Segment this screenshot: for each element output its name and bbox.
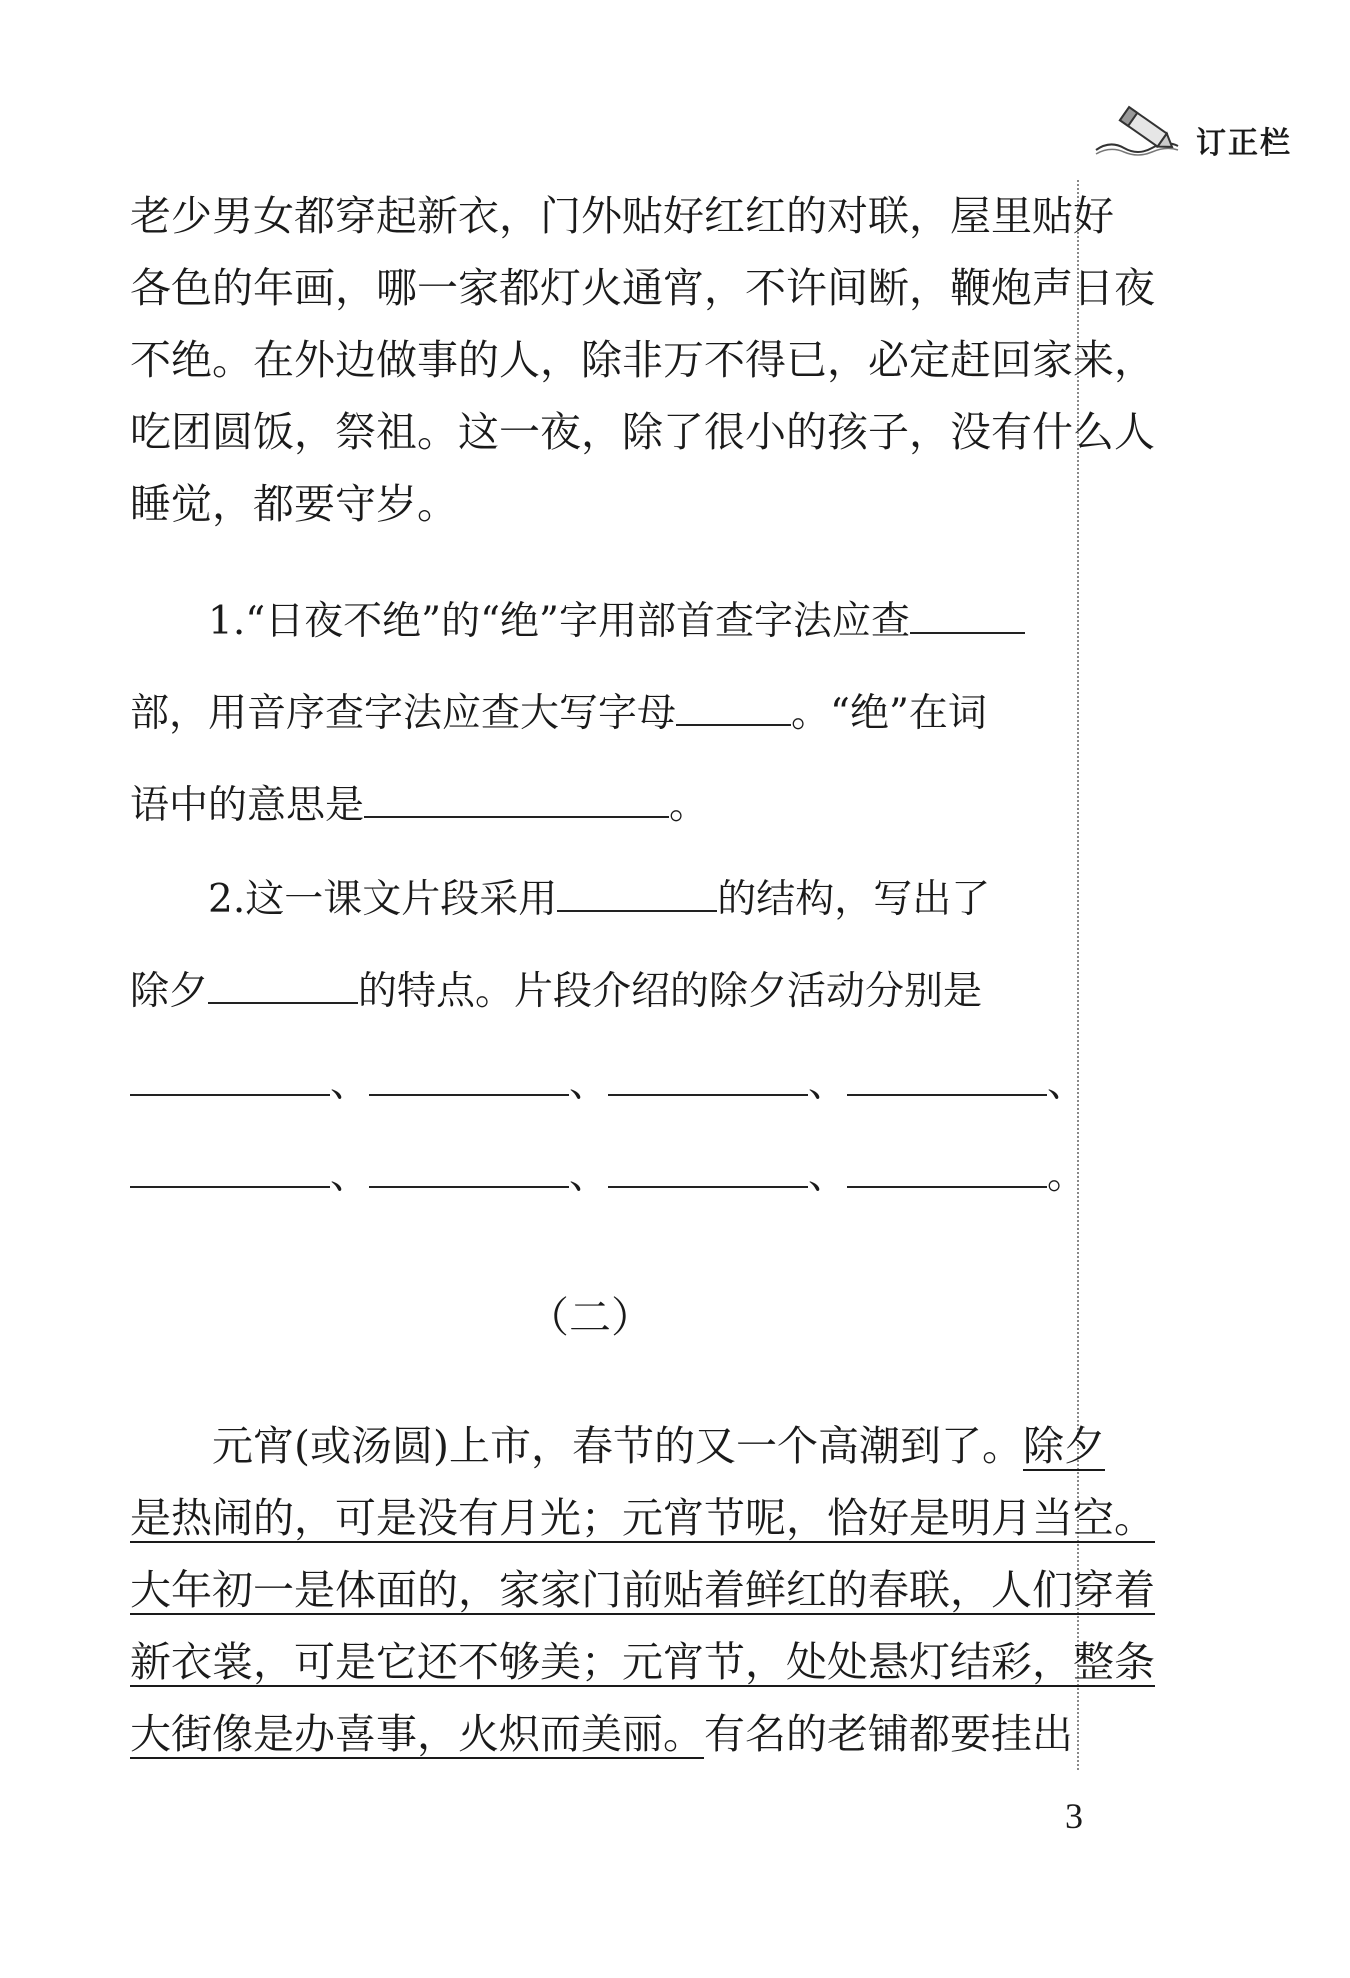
question-text: 1.“日夜不绝”的“绝”字用部首查字法应查 — [208, 599, 910, 644]
answer-blank[interactable] — [369, 1054, 569, 1096]
correction-column-title: 订正栏 — [1196, 126, 1292, 161]
separator: 、 — [569, 1153, 609, 1198]
passage-line: 老少男女都穿起新衣，门外贴好红红的对联，屋里贴好 — [130, 192, 1114, 240]
section-title: （二） — [526, 1293, 653, 1342]
question-text: 的特点。片段介绍的除夕活动分别是 — [358, 969, 983, 1014]
underlined-text: 除夕 — [1023, 1422, 1105, 1470]
separator: 、 — [1047, 1061, 1087, 1106]
question-2 — [130, 868, 1087, 1228]
passage-line: 睡觉，都要守岁。 — [130, 480, 458, 528]
passage-line: 吃团圆饭，祭祖。这一夜，除了很小的孩子，没有什么人 — [130, 408, 1155, 456]
underlined-line: 大年初一是体面的，家家门前贴着鲜红的春联，人们穿着 — [130, 1566, 1155, 1614]
answer-blank[interactable] — [608, 1146, 808, 1188]
question-text: 的结构，写出了 — [717, 877, 991, 922]
answer-blank[interactable] — [847, 1054, 1047, 1096]
answer-blank[interactable] — [369, 1146, 569, 1188]
question-text: 。“绝”在词 — [791, 691, 987, 736]
passage-2 — [130, 1410, 1155, 1770]
question-text: 语中的意思是 — [130, 783, 365, 828]
question-text: 除夕 — [130, 969, 209, 1014]
passage-line: 不绝。在外边做事的人，除非万不得已，必定赶回家来， — [130, 336, 1155, 384]
separator: 、 — [330, 1153, 370, 1198]
question-text: 部，用音序查字法应查大写字母 — [130, 691, 677, 736]
separator: 、 — [808, 1153, 848, 1198]
passage-text: 元宵(或汤圆)上市，春节的又一个高潮到了。 — [212, 1422, 1023, 1470]
underlined-line: 是热闹的，可是没有月光；元宵节呢，恰好是明月当空。 — [130, 1494, 1155, 1542]
period: 。 — [1047, 1153, 1087, 1198]
answer-blank[interactable] — [676, 684, 791, 726]
page-number: 3 — [1065, 1796, 1083, 1836]
passage-line: 各色的年画，哪一家都灯火通宵，不许间断，鞭炮声日夜 — [130, 264, 1155, 312]
answer-blank[interactable] — [130, 1054, 330, 1096]
pencil-with-wave-icon — [1090, 100, 1180, 164]
separator: 、 — [569, 1061, 609, 1106]
passage-text: 有名的老铺都要挂出 — [704, 1710, 1073, 1758]
separator: 、 — [808, 1061, 848, 1106]
answer-blank[interactable] — [208, 962, 358, 1004]
question-text: 2.这一课文片段采用 — [208, 877, 558, 922]
question-text: 。 — [669, 783, 709, 828]
answer-blank[interactable] — [847, 1146, 1047, 1188]
answer-blank[interactable] — [130, 1146, 330, 1188]
answer-blank[interactable] — [910, 592, 1025, 634]
passage-line — [130, 1410, 1105, 1482]
underlined-line: 新衣裳，可是它还不够美；元宵节，处处悬灯结彩，整条 — [130, 1638, 1155, 1686]
answer-blank[interactable] — [364, 776, 669, 818]
answer-blank[interactable] — [608, 1054, 808, 1096]
passage-1 — [130, 180, 1155, 540]
passage-line — [130, 1698, 1073, 1770]
separator: 、 — [330, 1061, 370, 1106]
question-1 — [130, 590, 1060, 830]
underlined-text: 大街像是办喜事，火炽而美丽。 — [130, 1710, 704, 1758]
answer-blank[interactable] — [557, 870, 717, 912]
